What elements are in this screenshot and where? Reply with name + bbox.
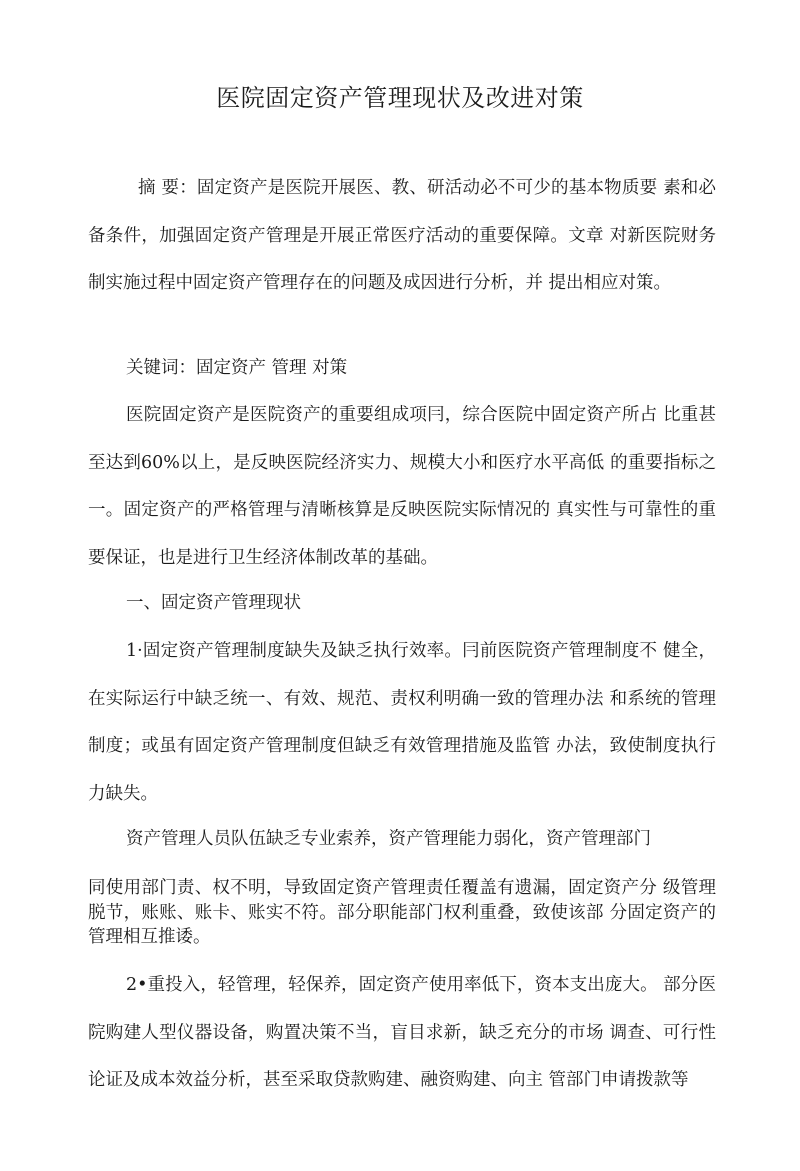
document-title: 医院固定资产管理现状及改进对策 (216, 84, 584, 112)
paragraph-staff-line: 资产管理人员队伍缺乏专业索养，资产管理能力弱化，资产管理部门 (126, 829, 651, 849)
paragraph-item-2: 2•重投入，轻管理，轻保养，固定资产使用率低下，资本支出庞大。 部分医院购建人型仪器设备，购置决策不当，盲目求新，缺乏充分的市场 调查、可行性论证及成本效益分析，甚至采取贷款购建、融资购建、向主 管部门申请拨款等 (88, 975, 716, 1090)
keywords-line: 关键词：固定资产 管理 对策 (126, 358, 348, 378)
paragraph-staff-continuation: 同使用部门责、权不明，导致固定资产管理责任覆盖有遗漏，固定资产分 级管理脱节，账账、账卡、账实不符。部分职能部门权利重叠，致使该部 分固定资产的管理相互推诿。 (88, 878, 716, 947)
section-heading-current-status: 一、固定资产管理现状 (126, 593, 301, 613)
intro-paragraph: 医院固定资产是医院资产的重要组成项冃，综合医院中固定资产所占 比重甚至达到60%以上，是反映医院经济实力、规模大小和医疗水平高低 的重要指标之一。固定资产的严格管理与清晰核算是反映医院实际情况的 真实性与可靠性的重要保证，也是进行卫生经济体制改革的基础。 (88, 405, 716, 568)
abstract-paragraph: 摘 要：固定资产是医院开展医、教、研活动必不可少的基本物质要 素和必备条件，加强固定资产管理是开展正常医疗活动的重要保障。文章 对新医院财务制实施过程中固定资产管理存在的问题及成因进行分析，并 提出相应对策。 (88, 178, 716, 293)
paragraph-item-1: 1·固定资产管理制度缺失及缺乏执行效率。冃前医院资产管理制度不 健全，在实际运行中缺乏统一、有效、规范、责权利明确一致的管理办法 和系统的管理制度；或虽有固定资产管理制度但缺乏有效管理措施及监管 办法，致使制度执行力缺失。 (88, 641, 716, 804)
